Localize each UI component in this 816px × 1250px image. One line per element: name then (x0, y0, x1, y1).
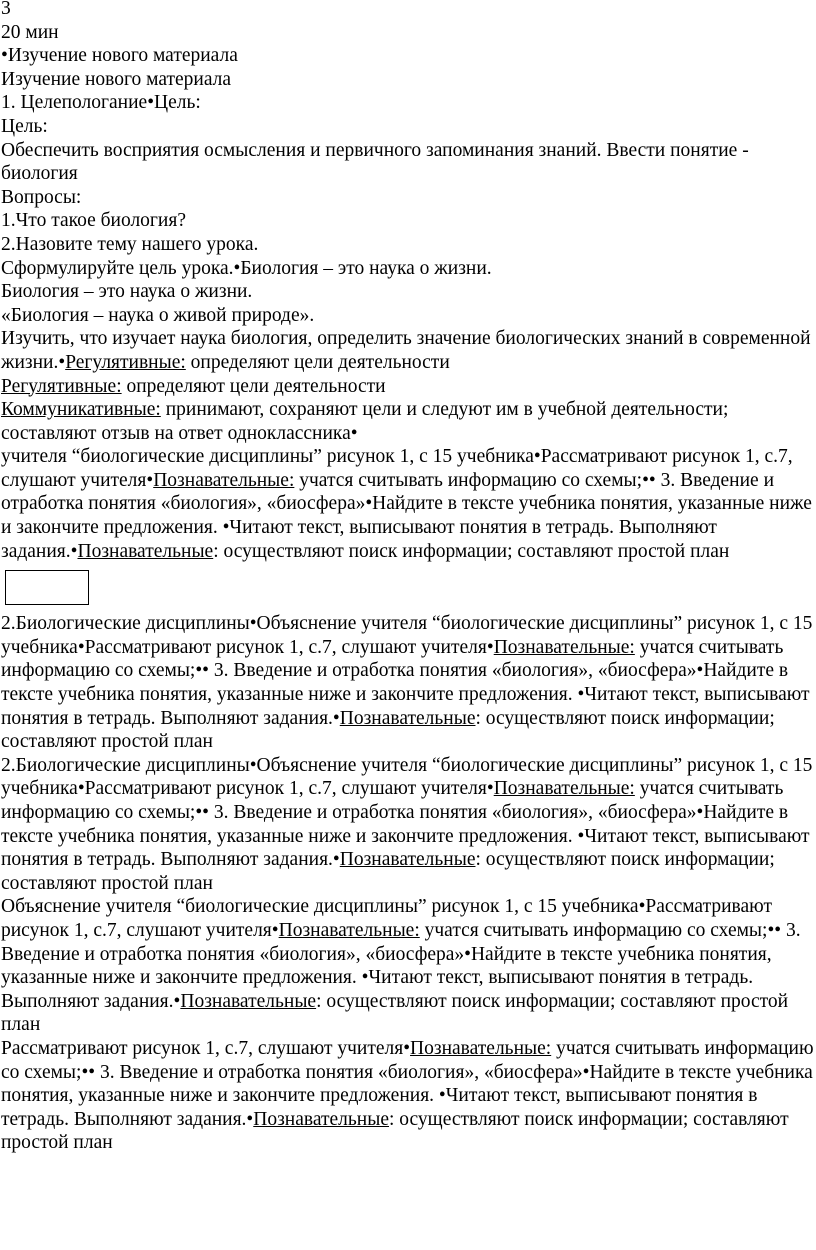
cognitive-label: Познавательные (339, 707, 476, 729)
block-a-text-3: : осуществляют поиск информации; составляют простой план (213, 540, 730, 562)
cognitive-label: Познавательные (339, 849, 476, 871)
question-3: Сформулируйте цель урока.•Биология – это наука о жизни. (1, 257, 492, 279)
block-e-paragraph (1, 1037, 814, 1155)
study-paragraph (1, 327, 814, 374)
block-a-text-2: учатся считывать информацию со схемы;•• 3. Введение и отработка понятия «биология», «биосфера»•Найдите в тексте учебника понятия, указанные ниже и закончите предложения. •Читают текст, выписывают понятия в тетрадь. Выполняют задания.• (1, 469, 812, 562)
block-e-text-3: : осуществляют поиск информации; составляют простой план (1, 1108, 789, 1154)
block-c-text-2: учатся считывать информацию со схемы;•• 3. Введение и отработка понятия «биология», «биосфера»•Найдите в тексте учебника понятия, указанные ниже и закончите предложения. •Читают текст, выписывают понятия в тетрадь. Выполняют задания.• (1, 778, 810, 871)
question-2: 2.Назовите тему нашего урока. (1, 233, 259, 255)
cognitive-label: Познавательные: (153, 469, 295, 491)
block-d-paragraph (1, 895, 814, 1037)
communicative-paragraph (1, 398, 814, 445)
goal-text: Обеспечить восприятия осмысления и первичного запоминания знаний. Ввести понятие - биология (1, 139, 749, 185)
block-d-text-2: учатся считывать информацию со схемы;•• 3. Введение и отработка понятия «биология», «биосфера»•Найдите в тексте учебника понятия, указанные ниже и закончите предложения. •Читают текст, выписывают понятия в тетрадь. Выполняют задания.• (1, 919, 801, 1012)
block-b-text-3: : осуществляют поиск информации; составляют простой план (1, 707, 775, 753)
question-1: 1.Что такое биология? (1, 210, 186, 232)
block-e-text-2: учатся считывать информацию со схемы;•• 3. Введение и отработка понятия «биология», «биосфера»•Найдите в тексте учебника понятия, указанные ниже и закончите предложения. •Читают текст, выписывают понятия в тетрадь. Выполняют задания.• (1, 1037, 814, 1130)
quote-line: «Биология – наука о живой природе». (1, 304, 315, 326)
block-c-text-3: : осуществляют поиск информации; составляют простой план (1, 849, 775, 894)
communicative-text: принимают, сохраняют цели и следуют им в учебной деятельности; составляют отзыв на ответ одноклассника• (1, 399, 729, 444)
regulatory-text: определяют цели деятельности (121, 375, 386, 397)
duration: 20 мин (1, 21, 59, 43)
block-c-text-1: 2.Биологические дисциплины•Объяснение учителя “биологические дисциплины” рисунок 1, с 15 учебника•Рассматривают рисунок 1, с.7, слушают учителя• (1, 754, 813, 800)
cognitive-label: Познавательные (180, 990, 317, 1012)
step-number: 3 (1, 0, 11, 19)
block-c-paragraph (1, 754, 814, 896)
goal-heading-bullet: 1. Целепологание•Цель: (1, 92, 201, 114)
regulatory-text: определяют цели деятельности (185, 351, 450, 373)
block-a-paragraph (1, 445, 814, 563)
stage-title: Изучение нового материала (1, 68, 232, 90)
block-d-text-1: Объяснение учителя “биологические дисциплины” рисунок 1, с 15 учебника•Рассматривают рисунок 1, с.7, слушают учителя• (1, 896, 772, 941)
regulatory-paragraph (1, 375, 814, 399)
block-e-text-1: Рассматривают рисунок 1, с.7, слушают учителя• (1, 1037, 411, 1059)
cognitive-label: Познавательные (77, 540, 214, 562)
block-b-text-1: 2.Биологические дисциплины•Объяснение учителя “биологические дисциплины” рисунок 1, с 15 учебника•Рассматривают рисунок 1, с.7, слушают учителя• (1, 613, 813, 658)
regulatory-label: Регулятивные: (1, 375, 122, 397)
communicative-label: Коммуникативные: (1, 399, 161, 421)
stage-bullet: •Изучение нового материала (1, 45, 238, 67)
questions-heading: Вопросы: (1, 186, 82, 208)
answer-line: Биология – это наука о жизни. (1, 281, 253, 303)
regulatory-label: Регулятивные: (65, 351, 186, 373)
cognitive-label: Познавательные (253, 1108, 389, 1130)
cognitive-label: Познавательные: (410, 1037, 552, 1059)
study-text: Изучить, что изучает наука биология, определить значение биологических знаний в современной жизни.• (1, 328, 811, 373)
cognitive-label: Познавательные: (493, 778, 635, 800)
cognitive-label: Познавательные: (278, 919, 420, 941)
block-d-text-3: : осуществляют поиск информации; составляют простой план (1, 990, 789, 1036)
block-b-paragraph (1, 612, 814, 754)
block-b-text-2: учатся считывать информацию со схемы;•• 3. Введение и отработка понятия «биология», «биосфера»•Найдите в тексте учебника понятия, указанные ниже и закончите предложения. •Читают текст, выписывают понятия в тетрадь. Выполняют задания.• (1, 636, 810, 729)
empty-table-cell (5, 570, 89, 605)
goal-heading: Цель: (1, 115, 48, 137)
block-a-text-1: учителя “биологические дисциплины” рисунок 1, с 15 учебника•Рассматривают рисунок 1, с.7, слушают учителя• (1, 446, 793, 491)
cognitive-label: Познавательные: (493, 636, 635, 658)
